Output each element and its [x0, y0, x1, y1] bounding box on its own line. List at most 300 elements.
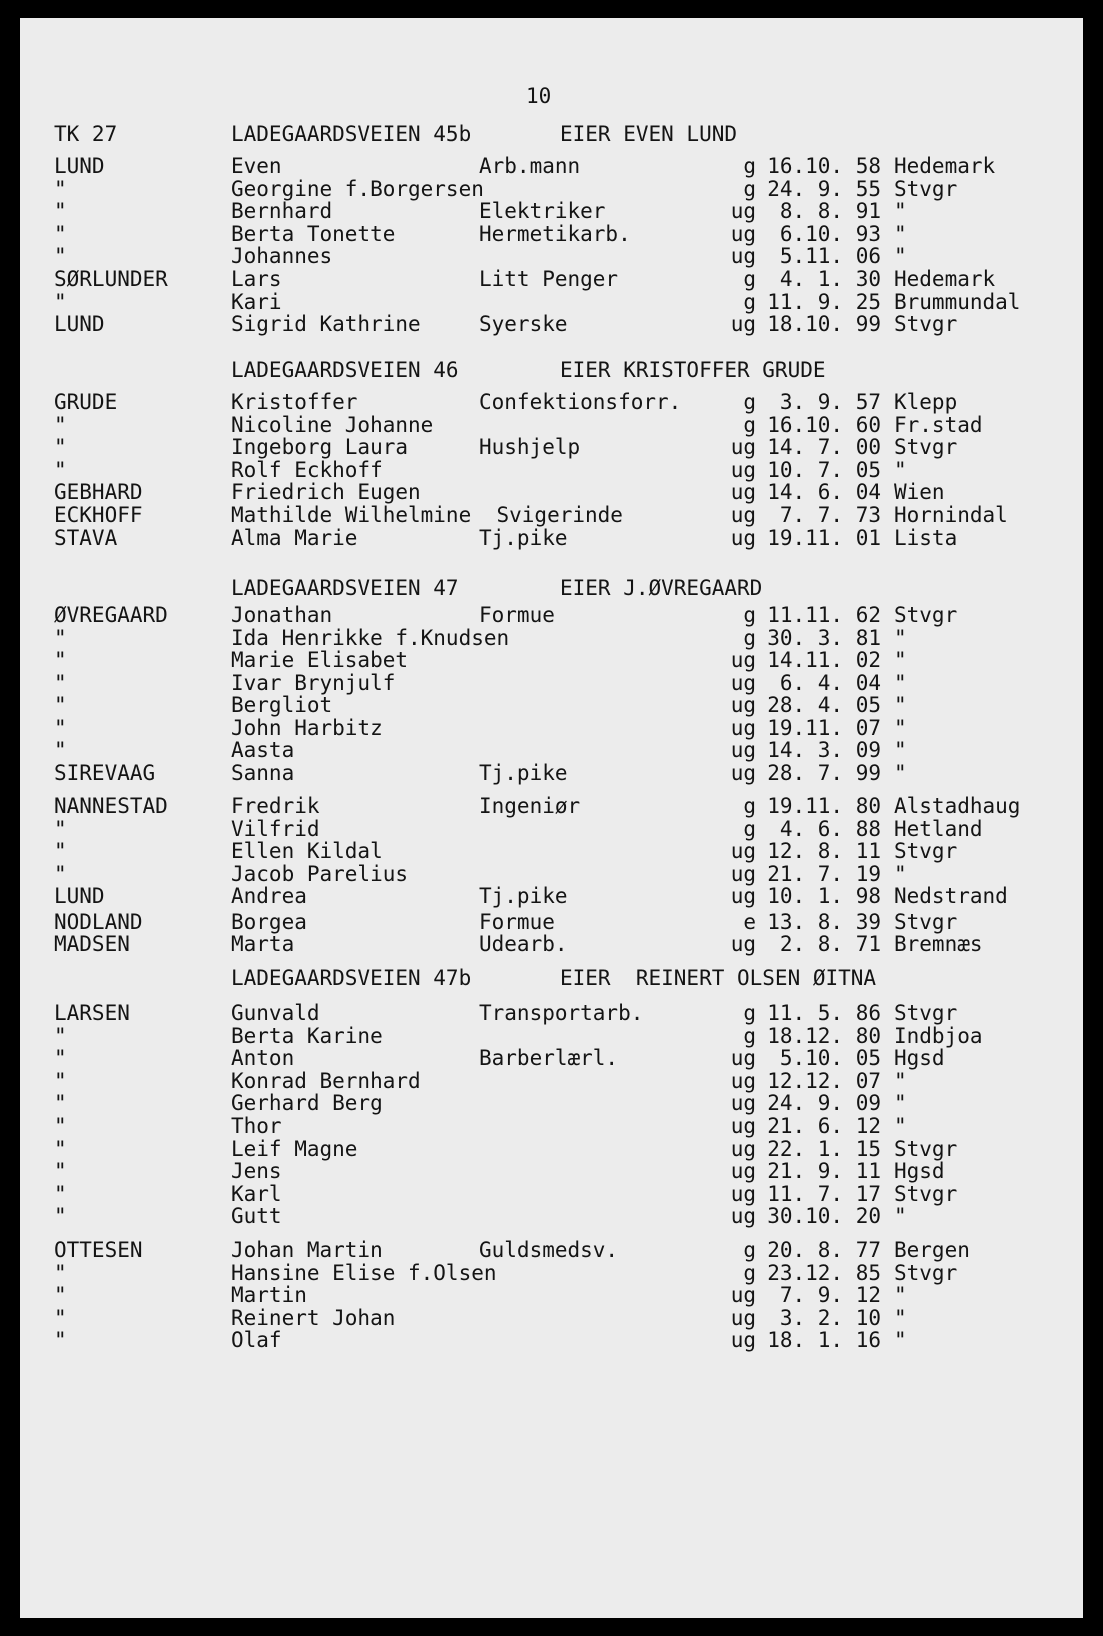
birthplace: Stvgr: [894, 1001, 958, 1025]
birthplace: ": [894, 221, 907, 246]
table-row: [20, 671, 1083, 695]
birth-date: 6. 4. 04: [779, 670, 881, 695]
birthplace: Bergen: [894, 1238, 970, 1262]
marital-status: ug: [730, 503, 756, 527]
first-name: Gunvald: [231, 1001, 320, 1025]
occupation: Transportarb.: [479, 1001, 644, 1025]
table-row: [20, 390, 1083, 414]
birth-date: 5.11. 06: [779, 244, 881, 269]
marital-status: ug: [730, 648, 756, 672]
table-row: [20, 244, 1083, 268]
owner: EIER KRISTOFFER GRUDE: [560, 358, 826, 382]
birth-date: 11.11. 62: [767, 603, 881, 627]
birthplace: Nedstrand: [894, 884, 1008, 908]
table-row: [20, 603, 1083, 627]
marital-status: ug: [730, 693, 756, 717]
occupation: Formue: [479, 909, 555, 934]
marital-status: ug: [730, 435, 756, 460]
first-name: Anton: [231, 1046, 295, 1071]
surname: ": [54, 625, 67, 650]
birth-date: 11. 9. 25: [767, 289, 881, 314]
marital-status: ug: [730, 932, 756, 956]
first-name: Sigrid Kathrine: [231, 312, 421, 337]
birthplace: ": [894, 1114, 907, 1138]
table-row: [20, 222, 1083, 246]
page-number: 10: [526, 84, 552, 108]
first-name: Mathilde Wilhelmine Svigerinde: [231, 503, 623, 527]
birth-date: 10. 1. 98: [767, 884, 881, 908]
birthplace: Stvgr: [894, 909, 958, 934]
marital-status: g: [743, 289, 756, 314]
surname: ": [54, 1260, 67, 1285]
occupation: Litt Penger: [479, 267, 619, 291]
surname: ": [54, 839, 67, 863]
birthplace: Hornindal: [894, 503, 1008, 527]
table-row: [20, 862, 1083, 886]
table-row: [20, 761, 1083, 785]
birth-date: 28. 7. 99: [767, 760, 881, 785]
table-row: [20, 199, 1083, 223]
marital-status: g: [743, 603, 756, 627]
birthplace: ": [894, 1305, 907, 1330]
table-row: [20, 1204, 1083, 1228]
birth-date: 13. 8. 39: [767, 909, 881, 934]
surname: GRUDE: [54, 390, 118, 414]
birthplace: Stvgr: [894, 176, 958, 201]
marital-status: g: [743, 176, 756, 201]
first-name: Jacob Parelius: [231, 861, 409, 886]
marital-status: ug: [730, 861, 756, 886]
birthplace: ": [894, 1204, 907, 1229]
birth-date: 14.11. 02: [767, 648, 881, 672]
surname: SIREVAAG: [54, 760, 156, 785]
first-name: Fredrik: [231, 794, 320, 818]
marital-status: ug: [730, 199, 756, 224]
birth-date: 21. 7. 19: [767, 861, 881, 886]
occupation: Hermetikarb.: [479, 221, 631, 246]
birthplace: Stvgr: [894, 1181, 958, 1206]
birthplace: ": [894, 1068, 907, 1093]
birth-date: 18. 1. 16: [767, 1328, 881, 1353]
birthplace: Hedemark: [894, 154, 996, 178]
table-row: [20, 1283, 1083, 1307]
marital-status: ug: [730, 1283, 756, 1308]
birth-date: 2. 8. 71: [779, 932, 881, 956]
table-row: [20, 267, 1083, 291]
table-row: [20, 1069, 1083, 1093]
table-row: [20, 1238, 1083, 1262]
table-row: [20, 817, 1083, 841]
surname: ": [54, 1136, 67, 1161]
surname: ØVREGAARD: [54, 603, 168, 627]
occupation: Barberlærl.: [479, 1046, 619, 1071]
surname: ": [54, 1181, 67, 1206]
surname: ": [54, 221, 67, 246]
birthplace: ": [894, 670, 907, 695]
marital-status: g: [743, 267, 756, 291]
address: LADEGAARDSVEIEN 45b: [231, 122, 472, 146]
table-row: [20, 794, 1083, 818]
birth-date: 12. 8. 11: [767, 839, 881, 863]
address: LADEGAARDSVEIEN 46: [231, 358, 459, 382]
birthplace: Stvgr: [894, 435, 958, 460]
owner: EIER REINERT OLSEN ØITNA: [560, 966, 877, 990]
table-row: [20, 738, 1083, 762]
birthplace: ": [894, 760, 907, 785]
marital-status: ug: [730, 738, 756, 762]
first-name: Bergliot: [231, 693, 333, 717]
table-row: [20, 480, 1083, 504]
surname: ": [54, 715, 67, 740]
marital-status: g: [743, 816, 756, 841]
marital-status: ug: [730, 1305, 756, 1330]
surname: ": [54, 670, 67, 695]
surname: ": [54, 1023, 67, 1048]
surname: ": [54, 1091, 67, 1116]
surname: LARSEN: [54, 1001, 130, 1025]
surname: ": [54, 289, 67, 314]
birth-date: 7. 7. 73: [779, 503, 881, 527]
birthplace: ": [894, 1328, 907, 1353]
marital-status: ug: [730, 839, 756, 863]
birth-date: 21. 6. 12: [767, 1114, 881, 1138]
surname: ": [54, 693, 67, 717]
occupation: Formue: [479, 603, 555, 627]
owner: EIER EVEN LUND: [560, 122, 738, 146]
first-name: Kari: [231, 289, 282, 314]
birth-date: 19.11. 80: [767, 794, 881, 818]
surname: MADSEN: [54, 932, 130, 956]
occupation: Tj.pike: [479, 884, 568, 908]
birth-date: 18.10. 99: [767, 312, 881, 337]
occupation: Hushjelp: [479, 435, 581, 460]
first-name: Even: [231, 154, 282, 178]
marital-status: g: [743, 412, 756, 437]
birthplace: Hedemark: [894, 267, 996, 291]
marital-status: ug: [730, 760, 756, 785]
birth-date: 22. 1. 15: [767, 1136, 881, 1161]
table-row: [20, 1328, 1083, 1352]
surname: ": [54, 435, 67, 460]
marital-status: ug: [730, 1114, 756, 1138]
first-name: Marta: [231, 932, 295, 956]
marital-status: g: [743, 154, 756, 178]
table-row: [20, 693, 1083, 717]
doc-code: TK 27: [54, 122, 118, 146]
surname: SØRLUNDER: [54, 267, 168, 291]
birthplace: ": [894, 1091, 907, 1116]
birth-date: 5.10. 05: [779, 1046, 881, 1071]
marital-status: ug: [730, 221, 756, 246]
first-name: Ivar Brynjulf: [231, 670, 396, 695]
marital-status: ug: [730, 1068, 756, 1093]
birth-date: 21. 9. 11: [767, 1159, 881, 1184]
marital-status: ug: [730, 670, 756, 695]
birth-date: 19.11. 01: [767, 525, 881, 550]
address: LADEGAARDSVEIEN 47: [231, 576, 459, 600]
marital-status: ug: [730, 1328, 756, 1353]
birthplace: Stvgr: [894, 839, 958, 863]
birth-date: 18.12. 80: [767, 1023, 881, 1048]
birth-date: 11. 7. 17: [767, 1181, 881, 1206]
table-row: [20, 884, 1083, 908]
birth-date: 7. 9. 12: [779, 1283, 881, 1308]
first-name: Ingeborg Laura: [231, 435, 409, 460]
birth-date: 30.10. 20: [767, 1204, 881, 1229]
first-name: Andrea: [231, 884, 307, 908]
birthplace: ": [894, 1283, 907, 1308]
birthplace: ": [894, 738, 907, 762]
birthplace: Stvgr: [894, 1136, 958, 1161]
surname: LUND: [54, 884, 105, 908]
birth-date: 3. 9. 57: [779, 390, 881, 414]
table-row: [20, 1261, 1083, 1285]
birth-date: 16.10. 60: [767, 412, 881, 437]
first-name: Gutt: [231, 1204, 282, 1229]
marital-status: ug: [730, 1204, 756, 1229]
surname: ": [54, 1283, 67, 1308]
marital-status: ug: [730, 480, 756, 505]
first-name: Johannes: [231, 244, 333, 269]
surname: ": [54, 1305, 67, 1330]
birthplace: ": [894, 715, 907, 740]
first-name: Lars: [231, 267, 282, 291]
birth-date: 4. 1. 30: [779, 267, 881, 291]
table-row: [20, 1182, 1083, 1206]
birthplace: ": [894, 693, 907, 717]
table-row: [20, 1091, 1083, 1115]
table-row: [20, 526, 1083, 550]
birthplace: ": [894, 199, 907, 224]
birth-date: 4. 6. 88: [779, 816, 881, 841]
first-name: Jens: [231, 1159, 282, 1184]
first-name: Marie Elisabet: [231, 648, 409, 672]
first-name: Jonathan: [231, 603, 333, 627]
surname: OTTESEN: [54, 1238, 143, 1262]
birthplace: Hetland: [894, 816, 983, 841]
first-name: Alma Marie: [231, 525, 358, 550]
table-row: [20, 503, 1083, 527]
surname: ": [54, 1159, 67, 1184]
birth-date: 14. 3. 09: [767, 738, 881, 762]
section-header: [20, 576, 1083, 600]
birth-date: 20. 8. 77: [767, 1238, 881, 1262]
surname: ": [54, 1204, 67, 1229]
table-row: [20, 458, 1083, 482]
surname: LUND: [54, 312, 105, 337]
table-row: [20, 1001, 1083, 1025]
table-row: [20, 177, 1083, 201]
occupation: Tj.pike: [479, 525, 568, 550]
birth-date: 28. 4. 05: [767, 693, 881, 717]
section-header: [20, 358, 1083, 382]
birth-date: 11. 5. 86: [767, 1001, 881, 1025]
marital-status: ug: [730, 457, 756, 482]
birth-date: 24. 9. 55: [767, 176, 881, 201]
birth-date: 14. 6. 04: [767, 480, 881, 505]
table-row: [20, 290, 1083, 314]
surname: ": [54, 816, 67, 841]
first-name: Berta Tonette: [231, 221, 396, 246]
birthplace: Klepp: [894, 390, 958, 414]
birthplace: Hgsd: [894, 1046, 945, 1071]
first-name: Leif Magne: [231, 1136, 358, 1161]
birthplace: Alstadhaug: [894, 794, 1021, 818]
birthplace: Brummundal: [894, 289, 1021, 314]
table-row: [20, 910, 1083, 934]
first-name: Berta Karine: [231, 1023, 383, 1048]
birthplace: ": [894, 457, 907, 482]
occupation: Guldsmedsv.: [479, 1238, 619, 1262]
occupation: Tj.pike: [479, 760, 568, 785]
surname: LUND: [54, 154, 105, 178]
birthplace: Lista: [894, 525, 958, 550]
marital-status: e: [743, 909, 756, 934]
first-name: Ida Henrikke f.Knudsen: [231, 625, 510, 650]
first-name: Bernhard: [231, 199, 333, 224]
first-name: Kristoffer: [231, 390, 358, 414]
birthplace: Fr.stad: [894, 412, 983, 437]
birth-date: 30. 3. 81: [767, 625, 881, 650]
first-name: Konrad Bernhard: [231, 1068, 421, 1093]
occupation: Elektriker: [479, 199, 606, 224]
document-page: [20, 18, 1083, 1618]
first-name: Reinert Johan: [231, 1305, 396, 1330]
table-row: [20, 1046, 1083, 1070]
first-name: Karl: [231, 1181, 282, 1206]
occupation: Syerske: [479, 312, 568, 337]
marital-status: g: [743, 794, 756, 818]
birthplace: ": [894, 244, 907, 269]
first-name: Hansine Elise f.Olsen: [231, 1260, 497, 1285]
first-name: Johan Martin: [231, 1238, 383, 1262]
first-name: Ellen Kildal: [231, 839, 383, 863]
birthplace: Stvgr: [894, 1260, 958, 1285]
marital-status: g: [743, 1238, 756, 1262]
marital-status: ug: [730, 1159, 756, 1184]
surname: ": [54, 1068, 67, 1093]
occupation: Udearb.: [479, 932, 568, 956]
occupation: Arb.mann: [479, 154, 581, 178]
surname: ": [54, 176, 67, 201]
surname: ": [54, 1114, 67, 1138]
marital-status: g: [743, 1260, 756, 1285]
surname: ": [54, 244, 67, 269]
marital-status: g: [743, 390, 756, 414]
surname: ": [54, 412, 67, 437]
first-name: Gerhard Berg: [231, 1091, 383, 1116]
surname: ": [54, 738, 67, 762]
first-name: Martin: [231, 1283, 307, 1308]
marital-status: g: [743, 1001, 756, 1025]
table-row: [20, 626, 1083, 650]
marital-status: ug: [730, 1091, 756, 1116]
section-header: [20, 966, 1083, 990]
birthplace: ": [894, 861, 907, 886]
table-row: [20, 1114, 1083, 1138]
birth-date: 12.12. 07: [767, 1068, 881, 1093]
surname: ": [54, 1046, 67, 1071]
marital-status: ug: [730, 1181, 756, 1206]
address: LADEGAARDSVEIEN 47b: [231, 966, 472, 990]
marital-status: ug: [730, 1136, 756, 1161]
table-row: [20, 1024, 1083, 1048]
birthplace: ": [894, 625, 907, 650]
first-name: Borgea: [231, 909, 307, 934]
birthplace: Stvgr: [894, 312, 958, 337]
marital-status: ug: [730, 884, 756, 908]
table-row: [20, 648, 1083, 672]
birth-date: 10. 7. 05: [767, 457, 881, 482]
first-name: Olaf: [231, 1328, 282, 1353]
surname: STAVA: [54, 525, 118, 550]
table-row: [20, 312, 1083, 336]
first-name: Rolf Eckhoff: [231, 457, 383, 482]
first-name: Thor: [231, 1114, 282, 1138]
marital-status: g: [743, 1023, 756, 1048]
marital-status: ug: [730, 1046, 756, 1071]
birthplace: Wien: [894, 480, 945, 505]
table-row: [20, 1159, 1083, 1183]
surname: GEBHARD: [54, 480, 143, 505]
occupation: Confektionsforr.: [479, 390, 682, 414]
first-name: Vilfrid: [231, 816, 320, 841]
surname: NANNESTAD: [54, 794, 168, 818]
surname: ": [54, 648, 67, 672]
marital-status: g: [743, 625, 756, 650]
table-row: [20, 1137, 1083, 1161]
table-row: [20, 435, 1083, 459]
birth-date: 16.10. 58: [767, 154, 881, 178]
birth-date: 8. 8. 91: [779, 199, 881, 224]
marital-status: ug: [730, 244, 756, 269]
surname: ": [54, 199, 67, 224]
birthplace: Hgsd: [894, 1159, 945, 1184]
owner: EIER J.ØVREGAARD: [560, 576, 763, 600]
birth-date: 14. 7. 00: [767, 435, 881, 460]
occupation: Ingeniør: [479, 794, 581, 818]
birth-date: 24. 9. 09: [767, 1091, 881, 1116]
birth-date: 19.11. 07: [767, 715, 881, 740]
surname: ": [54, 1328, 67, 1353]
table-row: [20, 716, 1083, 740]
first-name: Friedrich Eugen: [231, 480, 421, 505]
marital-status: ug: [730, 715, 756, 740]
first-name: Georgine f.Borgersen: [231, 176, 484, 201]
first-name: Aasta: [231, 738, 295, 762]
table-row: [20, 839, 1083, 863]
marital-status: ug: [730, 312, 756, 337]
birthplace: Stvgr: [894, 603, 958, 627]
marital-status: ug: [730, 525, 756, 550]
surname: NODLAND: [54, 909, 143, 934]
birthplace: ": [894, 648, 907, 672]
table-row: [20, 1306, 1083, 1330]
first-name: John Harbitz: [231, 715, 383, 740]
surname: ECKHOFF: [54, 503, 143, 527]
first-name: Nicoline Johanne: [231, 412, 434, 437]
surname: ": [54, 457, 67, 482]
first-name: Sanna: [231, 760, 295, 785]
surname: ": [54, 861, 67, 886]
section-header: [20, 122, 1083, 146]
birthplace: Bremnæs: [894, 932, 983, 956]
birthplace: Indbjoa: [894, 1023, 983, 1048]
table-row: [20, 154, 1083, 178]
birth-date: 3. 2. 10: [779, 1305, 881, 1330]
table-row: [20, 413, 1083, 437]
table-row: [20, 932, 1083, 956]
